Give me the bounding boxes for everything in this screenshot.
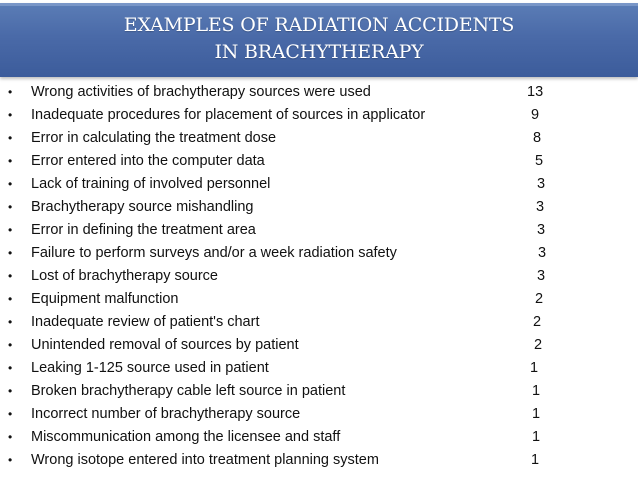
list-item-count: 2	[534, 337, 543, 353]
list-item-count: 13	[527, 84, 544, 100]
bullet-icon: •	[8, 430, 13, 444]
list-item-label: Failure to perform surveys and/or a week radiation safety	[31, 245, 397, 261]
list-item	[0, 288, 638, 311]
bullet-icon: •	[8, 200, 13, 214]
bullet-icon: •	[8, 85, 13, 99]
title-banner	[0, 3, 638, 77]
list-item-label: Lost of brachytherapy source	[31, 268, 218, 284]
list-item-label: Error in defining the treatment area	[31, 222, 256, 238]
bullet-icon: •	[8, 338, 13, 352]
slide-title-line-1: EXAMPLES OF RADIATION ACCIDENTS	[123, 14, 515, 36]
list-item-count: 1	[530, 360, 539, 376]
bullet-icon: •	[8, 407, 13, 421]
list-item-label: Brachytherapy source mishandling	[31, 199, 254, 215]
list-item	[0, 127, 638, 150]
list-item-label: Unintended removal of sources by patient	[31, 337, 299, 353]
list-item-label: Equipment malfunction	[31, 291, 179, 307]
list-item	[0, 104, 638, 127]
bullet-icon: •	[8, 292, 13, 306]
list-item-count: 3	[536, 199, 545, 215]
list-item-count: 1	[531, 452, 540, 468]
bullet-icon: •	[8, 131, 13, 145]
list-item-label: Incorrect number of brachytherapy source	[31, 406, 301, 422]
list-item-count: 3	[537, 268, 546, 284]
accident-list	[0, 81, 638, 472]
list-item-count: 5	[535, 153, 544, 169]
list-item-label: Miscommunication among the licensee and staff	[31, 429, 341, 445]
list-item-count: 3	[537, 222, 546, 238]
list-item	[0, 311, 638, 334]
list-item-count: 2	[535, 291, 544, 307]
bullet-icon: •	[8, 108, 13, 122]
list-item-count: 1	[532, 429, 541, 445]
list-item-label: Error in calculating the treatment dose	[31, 130, 277, 146]
bullet-icon: •	[8, 177, 13, 191]
list-item	[0, 449, 638, 472]
list-item	[0, 219, 638, 242]
list-item-count: 9	[531, 107, 540, 123]
list-item-count: 8	[533, 130, 542, 146]
slide-title-line-2: IN BRACHYTHERAPY	[214, 41, 424, 63]
list-item	[0, 173, 638, 196]
list-item-label: Leaking 1-125 source used in patient	[31, 360, 269, 376]
list-item-count: 1	[532, 383, 541, 399]
list-item-label: Broken brachytherapy cable left source in patient	[31, 383, 346, 399]
list-item-count: 3	[538, 245, 547, 261]
list-item-label: Lack of training of involved personnel	[31, 176, 271, 192]
list-item	[0, 426, 638, 449]
bullet-icon: •	[8, 269, 13, 283]
bullet-icon: •	[8, 384, 13, 398]
list-item	[0, 150, 638, 173]
bullet-icon: •	[8, 361, 13, 375]
list-item-count: 2	[533, 314, 542, 330]
list-item-label: Inadequate review of patient's chart	[31, 314, 260, 330]
list-item	[0, 380, 638, 403]
bullet-icon: •	[8, 246, 13, 260]
list-item	[0, 334, 638, 357]
list-item-count: 3	[537, 176, 546, 192]
list-item-label: Error entered into the computer data	[31, 153, 265, 169]
list-item	[0, 265, 638, 288]
list-item-label: Inadequate procedures for placement of sources in applicator	[31, 107, 426, 123]
list-item	[0, 196, 638, 219]
list-item-label: Wrong activities of brachytherapy sources were used	[31, 84, 371, 100]
bullet-icon: •	[8, 453, 13, 467]
list-item	[0, 357, 638, 380]
list-item-label: Wrong isotope entered into treatment planning system	[31, 452, 379, 468]
list-item-count: 1	[532, 406, 541, 422]
bullet-icon: •	[8, 223, 13, 237]
list-item	[0, 403, 638, 426]
list-item	[0, 242, 638, 265]
bullet-icon: •	[8, 315, 13, 329]
list-item	[0, 81, 638, 104]
slide-title	[0, 12, 638, 66]
bullet-icon: •	[8, 154, 13, 168]
